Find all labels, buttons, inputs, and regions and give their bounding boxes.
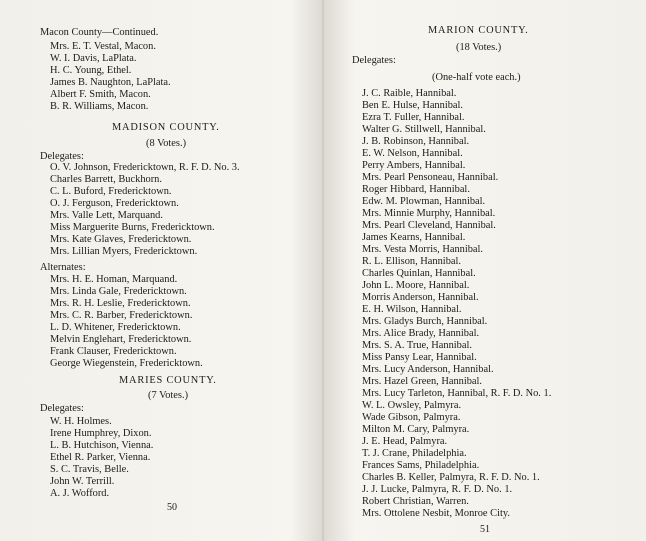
page-number: 50 [167, 502, 177, 513]
list-item: Ethel R. Parker, Vienna. [50, 452, 151, 463]
list-item: Miss Pansy Lear, Hannibal. [362, 352, 477, 363]
list-item: Wade Gibson, Palmyra. [362, 412, 461, 423]
list-item: John L. Moore, Hannibal. [362, 280, 470, 291]
madison-delegates-label: Delegates: [40, 151, 84, 162]
list-item: Robert Christian, Warren. [362, 496, 469, 507]
list-item: Albert F. Smith, Macon. [50, 89, 151, 100]
list-item: Mrs. Gladys Burch, Hannibal. [362, 316, 488, 327]
list-item: Mrs. Pearl Pensoneau, Hannibal. [362, 172, 499, 183]
list-item: W. L. Owsley, Palmyra. [362, 400, 462, 411]
list-item: L. D. Whitener, Fredericktown. [50, 322, 181, 333]
list-item: Mrs. Minnie Murphy, Hannibal. [362, 208, 496, 219]
list-item: B. R. Williams, Macon. [50, 101, 149, 112]
book-gutter [321, 0, 325, 541]
list-item: George Wiegenstein, Fredericktown. [50, 358, 203, 369]
list-item: J. J. Lucke, Palmyra, R. F. D. No. 1. [362, 484, 513, 495]
list-item: O. J. Ferguson, Fredericktown. [50, 198, 179, 209]
list-item: Frank Clauser, Fredericktown. [50, 346, 177, 357]
list-item: Mrs. Lillian Myers, Fredericktown. [50, 246, 198, 257]
page-number: 51 [480, 524, 490, 535]
marion-vote-note: (One-half vote each.) [432, 72, 521, 83]
list-item: Roger Hibbard, Hannibal. [362, 184, 470, 195]
list-item: R. L. Ellison, Hannibal. [362, 256, 461, 267]
list-item: Ezra T. Fuller, Hannibal. [362, 112, 465, 123]
list-item: L. B. Hutchison, Vienna. [50, 440, 154, 451]
list-item: Milton M. Cary, Palmyra. [362, 424, 470, 435]
list-item: E. W. Nelson, Hannibal. [362, 148, 463, 159]
list-item: J. B. Robinson, Hannibal. [362, 136, 470, 147]
list-item: Frances Sams, Philadelphia. [362, 460, 480, 471]
list-item: J. C. Raible, Hannibal. [362, 88, 457, 99]
list-item: Mrs. Valle Lett, Marquand. [50, 210, 163, 221]
list-item: Mrs. R. H. Leslie, Fredericktown. [50, 298, 191, 309]
madison-title: MADISON COUNTY. [112, 122, 220, 133]
list-item: Irene Humphrey, Dixon. [50, 428, 152, 439]
list-item: Morris Anderson, Hannibal. [362, 292, 479, 303]
list-item: Mrs. Lucy Anderson, Hannibal. [362, 364, 494, 375]
list-item: Edw. M. Plowman, Hannibal. [362, 196, 486, 207]
list-item: Mrs. Alice Brady, Hannibal. [362, 328, 480, 339]
list-item: Mrs. Lucy Tarleton, Hannibal, R. F. D. No. 1. [362, 388, 552, 399]
marion-title: MARION COUNTY. [428, 25, 529, 36]
list-item: C. L. Buford, Fredericktown. [50, 186, 172, 197]
list-item: Melvin Englehart, Fredericktown. [50, 334, 192, 345]
list-item: Mrs. Pearl Cleveland, Hannibal. [362, 220, 496, 231]
list-item: T. J. Crane, Philadelphia. [362, 448, 467, 459]
page-50 [0, 0, 320, 541]
list-item: Charles B. Keller, Palmyra, R. F. D. No. 1. [362, 472, 540, 483]
page-51 [326, 0, 646, 541]
list-item: Mrs. H. E. Homan, Marquand. [50, 274, 178, 285]
list-item: Mrs. Hazel Green, Hannibal. [362, 376, 483, 387]
list-item: Miss Marguerite Burns, Fredericktown. [50, 222, 215, 233]
list-item: Mrs. C. R. Barber, Fredericktown. [50, 310, 193, 321]
list-item: Ben E. Hulse, Hannibal. [362, 100, 463, 111]
continued-heading: Macon County—Continued. [40, 27, 159, 38]
maries-votes: (7 Votes.) [148, 390, 189, 401]
list-item: Mrs. E. T. Vestal, Macon. [50, 41, 156, 52]
list-item: Mrs. S. A. True, Hannibal. [362, 340, 472, 351]
list-item: Mrs. Linda Gale, Fredericktown. [50, 286, 187, 297]
list-item: E. H. Wilson, Hannibal. [362, 304, 462, 315]
maries-delegates-label: Delegates: [40, 403, 84, 414]
maries-title: MARIES COUNTY. [119, 375, 217, 386]
list-item: S. C. Travis, Belle. [50, 464, 129, 475]
list-item: Mrs. Ottolene Nesbit, Monroe City. [362, 508, 510, 519]
list-item: Mrs. Vesta Morris, Hannibal. [362, 244, 484, 255]
marion-votes: (18 Votes.) [456, 42, 502, 53]
list-item: O. V. Johnson, Fredericktown, R. F. D. No. 3. [50, 162, 240, 173]
list-item: Mrs. Kate Glaves, Fredericktown. [50, 234, 192, 245]
list-item: James Kearns, Hannibal. [362, 232, 466, 243]
list-item: A. J. Wofford. [50, 488, 110, 499]
list-item: Charles Quinlan, Hannibal. [362, 268, 476, 279]
madison-votes: (8 Votes.) [146, 138, 187, 149]
list-item: Walter G. Stillwell, Hannibal. [362, 124, 486, 135]
list-item: W. H. Holmes. [50, 416, 112, 427]
list-item: Perry Ambers, Hannibal. [362, 160, 466, 171]
list-item: John W. Terrill. [50, 476, 115, 487]
madison-alternates-label: Alternates: [40, 262, 86, 273]
list-item: W. I. Davis, LaPlata. [50, 53, 137, 64]
list-item: H. C. Young, Ethel. [50, 65, 132, 76]
marion-delegates-label: Delegates: [352, 55, 396, 66]
list-item: James B. Naughton, LaPlata. [50, 77, 171, 88]
list-item: Charles Barrett, Buckhorn. [50, 174, 162, 185]
list-item: J. E. Head, Palmyra. [362, 436, 448, 447]
